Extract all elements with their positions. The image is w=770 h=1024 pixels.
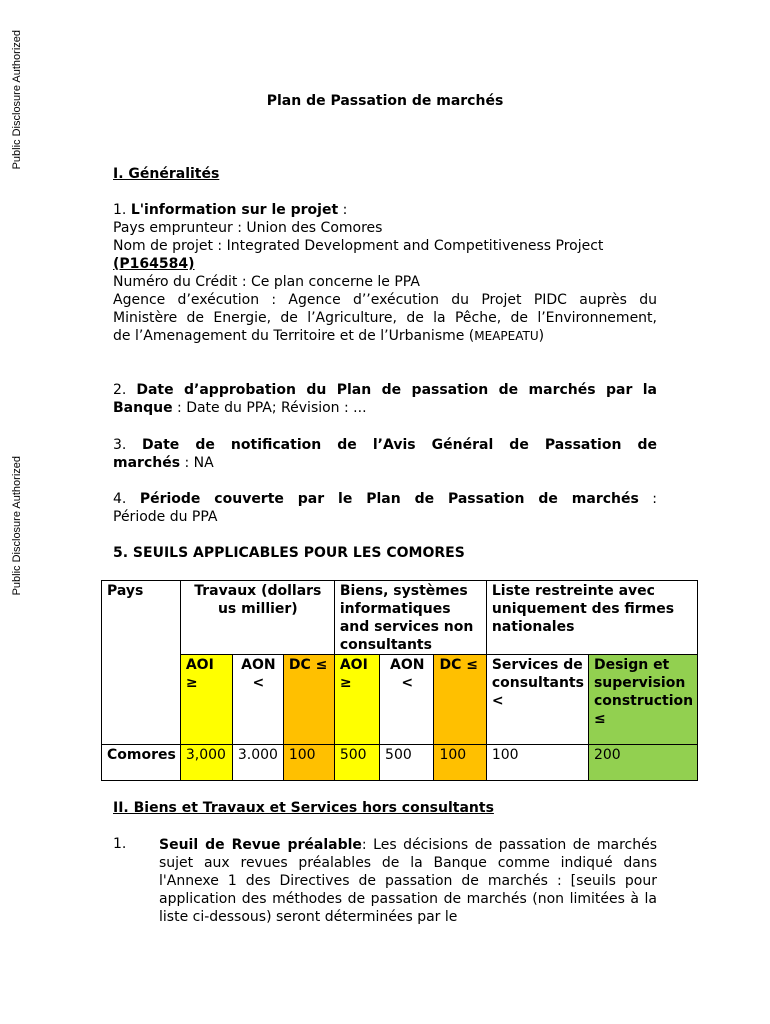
disclosure-label-top: Public Disclosure Authorized — [11, 30, 23, 170]
item4-line-1: 4. Période couverte par le Plan de Passation de marchés : — [113, 491, 658, 507]
project-id: (P164584) — [113, 256, 195, 272]
sub-dc-biens: DC ≤ — [434, 655, 486, 745]
item3-line-2: marchés : NA — [113, 455, 214, 471]
sub-aoi-biens: AOI ≥ — [334, 655, 379, 745]
header-biens: Biens, systèmes informatiques and services non consultants — [334, 581, 486, 655]
agency-line-2: Ministère de Energie, de l’Agriculture, de la Pêche, de l’Environnement, — [113, 310, 657, 326]
approval-date-block — [113, 381, 657, 417]
section-generalites — [113, 165, 657, 183]
sub-services-consultants: Services de consultants < — [486, 655, 588, 745]
row-country: Comores — [102, 745, 181, 781]
table-header-row — [102, 581, 698, 655]
item4-line-2: Période du PPA — [113, 509, 218, 525]
cell-aoi-travaux: 3,000 — [180, 745, 232, 781]
prior-review-text: Seuil de Revue préalable: Les décisions de passation de marchés sujet aux revues préalables de la Banque comme indiqué dans l'Annexe 1 des Directives de passation de marchés : [seuils pour application des méthodes de passation de marchés (non limitées à la liste ci-dessous) seront déterminées par le — [159, 837, 657, 925]
header-pays: Pays — [102, 581, 181, 745]
cell-services-consultants: 100 — [486, 745, 588, 781]
cell-aon-biens: 500 — [380, 745, 434, 781]
project-name: Nom de projet : Integrated Development and Competitiveness Project — [113, 238, 604, 254]
cell-aoi-biens: 500 — [334, 745, 379, 781]
thresholds-table — [101, 580, 698, 781]
agency-line-3: de l’Amenagement du Territoire et de l’Urbanisme (MEAPEATU) — [113, 328, 545, 344]
sub-design-supervision: Design et supervision construction ≤ — [588, 655, 697, 745]
sub-aon-biens: AON < — [380, 655, 434, 745]
cell-dc-travaux: 100 — [283, 745, 334, 781]
credit-number: Numéro du Crédit : Ce plan concerne le PPA — [113, 274, 420, 290]
project-info-block — [113, 201, 657, 345]
document-title: Plan de Passation de marchés — [266, 93, 504, 109]
sub-aon-travaux: AON < — [232, 655, 283, 745]
item1-title: 1. L'information sur le projet : — [113, 202, 348, 218]
period-block — [113, 490, 657, 526]
section-biens-travaux — [113, 799, 657, 817]
item2-line-1: 2. Date d’approbation du Plan de passation de marchés par la — [113, 382, 658, 398]
table-row — [102, 745, 698, 781]
disclosure-label-bottom: Public Disclosure Authorized — [11, 456, 23, 596]
sub-dc-travaux: DC ≤ — [283, 655, 334, 745]
notification-date-block — [113, 436, 657, 472]
list-number: 1. — [113, 836, 127, 852]
item3-line-1: 3. Date de notification de l’Avis Général de Passation de — [113, 437, 658, 453]
item2-line-2: Banque : Date du PPA; Révision : ... — [113, 400, 367, 416]
header-travaux: Travaux (dollars us millier) — [180, 581, 334, 655]
prior-review-item — [113, 836, 657, 926]
cell-design-supervision: 200 — [588, 745, 697, 781]
cell-dc-biens: 100 — [434, 745, 486, 781]
table-subheader-row — [102, 655, 698, 745]
section-heading: I. Généralités — [113, 166, 220, 182]
thresholds-heading-block — [113, 544, 657, 562]
section-heading: II. Biens et Travaux et Services hors consultants — [113, 800, 494, 816]
borrower-country: Pays emprunteur : Union des Comores — [113, 220, 383, 236]
header-liste: Liste restreinte avec uniquement des firmes nationales — [486, 581, 697, 655]
cell-aon-travaux: 3.000 — [232, 745, 283, 781]
agency-line-1: Agence d’exécution : Agence d’’exécution du Projet PIDC auprès du — [113, 292, 657, 308]
sub-aoi-travaux: AOI ≥ — [180, 655, 232, 745]
item5-heading: 5. SEUILS APPLICABLES POUR LES COMORES — [113, 545, 465, 561]
